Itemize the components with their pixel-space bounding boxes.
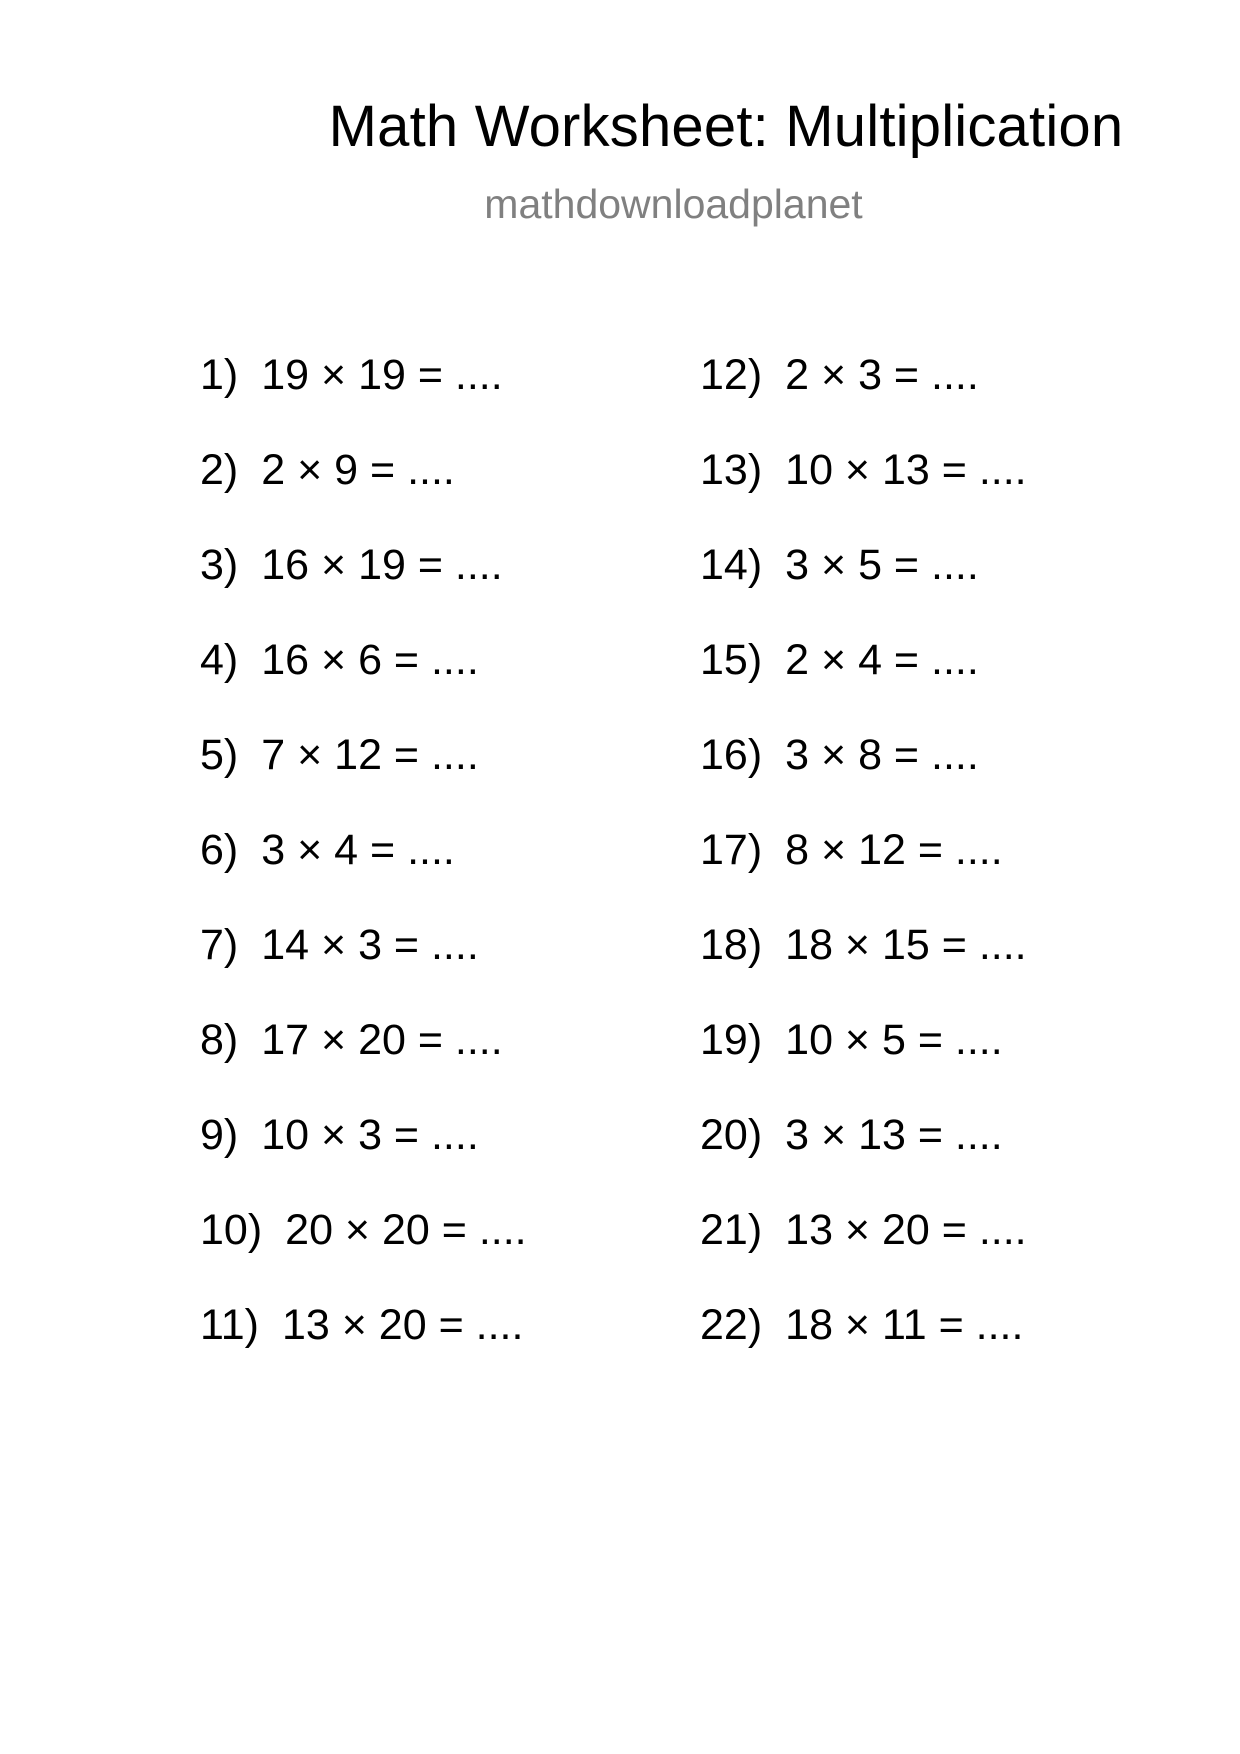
problem-expression: 17 × 20 = ....	[261, 1016, 503, 1064]
problem-number: 16)	[700, 731, 763, 779]
problem-number: 3)	[200, 541, 239, 589]
problem-number: 18)	[700, 921, 763, 969]
problem-item	[700, 1301, 1027, 1399]
problem-number: 17)	[700, 826, 763, 874]
problem-item	[700, 731, 1027, 829]
problem-number: 7)	[200, 921, 239, 969]
problem-expression: 3 × 13 = ....	[785, 1111, 1003, 1159]
problem-item	[700, 1111, 1027, 1209]
problem-item	[700, 636, 1027, 734]
problem-number: 6)	[200, 826, 239, 874]
problem-number: 21)	[700, 1206, 763, 1254]
problem-expression: 3 × 5 = ....	[785, 541, 979, 589]
problem-item	[200, 541, 527, 639]
problem-expression: 7 × 12 = ....	[261, 731, 479, 779]
problem-number: 22)	[700, 1301, 763, 1349]
problem-item	[700, 351, 1027, 449]
problem-number: 19)	[700, 1016, 763, 1064]
site-name: mathdownloadplanet	[484, 181, 863, 227]
page-title: Math Worksheet: Multiplication	[328, 94, 1124, 159]
problem-expression: 2 × 9 = ....	[261, 446, 455, 494]
problem-number: 12)	[700, 351, 763, 399]
problem-expression: 18 × 15 = ....	[785, 921, 1027, 969]
problem-item	[200, 636, 527, 734]
problem-expression: 8 × 12 = ....	[785, 826, 1003, 874]
problem-item	[700, 1016, 1027, 1114]
problem-number: 13)	[700, 446, 763, 494]
problem-item	[200, 351, 527, 449]
problem-number: 15)	[700, 636, 763, 684]
problem-item	[200, 731, 527, 829]
problem-item	[700, 1206, 1027, 1304]
problem-expression: 10 × 13 = ....	[785, 446, 1027, 494]
problem-item	[200, 446, 527, 544]
problem-expression: 16 × 19 = ....	[261, 541, 503, 589]
problem-number: 20)	[700, 1111, 763, 1159]
problem-number: 4)	[200, 636, 239, 684]
problem-expression: 19 × 19 = ....	[261, 351, 503, 399]
problem-column-left	[200, 351, 527, 1399]
problem-item	[700, 446, 1027, 544]
problem-number: 10)	[200, 1206, 263, 1254]
problem-item	[200, 921, 527, 1019]
problem-number: 14)	[700, 541, 763, 589]
problem-expression: 3 × 8 = ....	[785, 731, 979, 779]
problem-expression: 13 × 20 = ....	[281, 1301, 524, 1349]
problem-number: 9)	[200, 1111, 239, 1159]
problem-item	[700, 826, 1027, 924]
problem-number: 8)	[200, 1016, 239, 1064]
problem-expression: 14 × 3 = ....	[261, 921, 479, 969]
problem-expression: 2 × 4 = ....	[785, 636, 979, 684]
problem-number: 2)	[200, 446, 239, 494]
problem-column-right	[700, 351, 1027, 1399]
problem-item	[200, 1301, 527, 1399]
problem-item	[700, 921, 1027, 1019]
problem-number: 5)	[200, 731, 239, 779]
problem-item	[200, 1111, 527, 1209]
problem-expression: 10 × 3 = ....	[261, 1111, 479, 1159]
problem-item	[700, 541, 1027, 639]
problem-number: 1)	[200, 351, 239, 399]
problem-expression: 20 × 20 = ....	[285, 1206, 527, 1254]
problem-item	[200, 826, 527, 924]
problem-number: 11)	[200, 1301, 259, 1349]
problem-item	[200, 1016, 527, 1114]
problem-expression: 18 × 11 = ....	[785, 1301, 1024, 1349]
problem-expression: 10 × 5 = ....	[785, 1016, 1003, 1064]
problem-expression: 3 × 4 = ....	[261, 826, 455, 874]
problem-expression: 2 × 3 = ....	[785, 351, 979, 399]
problem-item	[200, 1206, 527, 1304]
problem-expression: 13 × 20 = ....	[785, 1206, 1027, 1254]
problem-expression: 16 × 6 = ....	[261, 636, 479, 684]
